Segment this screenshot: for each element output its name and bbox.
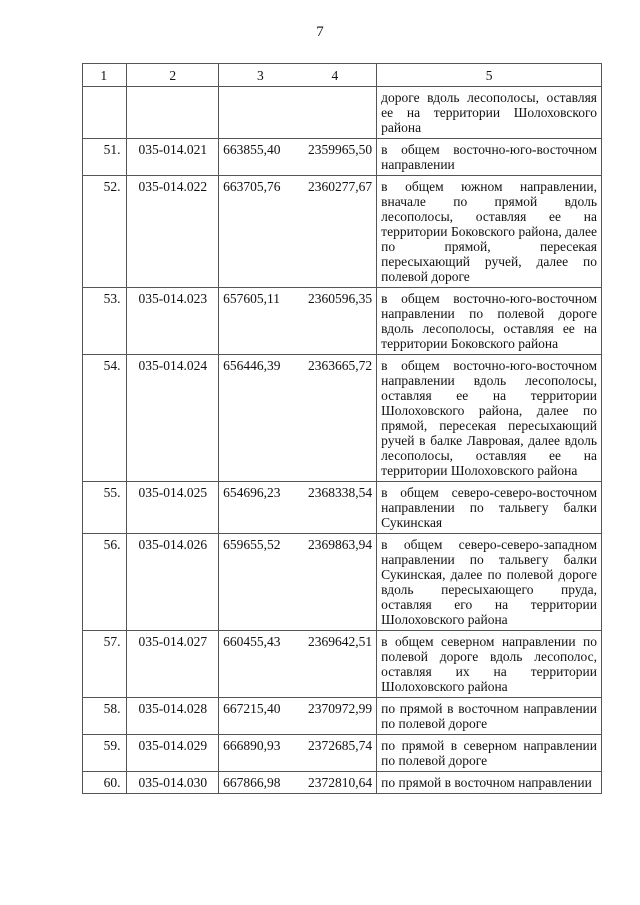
table-row [83,631,602,698]
table-row [83,482,602,534]
coordinates [219,534,377,631]
header-col-3: 3 [257,67,264,83]
row-number: 55. [83,482,127,534]
coord-y: 2372810,64 [308,775,373,790]
row-number: 58. [83,698,127,735]
coord-x: 663705,76 [223,179,281,194]
header-col-4: 4 [331,67,339,83]
continuation-description: дороге вдоль лесополосы, оставляя ее на территории Шолоховского района [377,87,602,139]
row-number: 59. [83,735,127,772]
coord-x: 663855,40 [223,142,281,157]
point-code: 035-014.027 [127,631,219,698]
coordinates [219,698,377,735]
coordinates [219,139,377,176]
coord-y: 2369642,51 [308,634,373,649]
coord-y: 2370972,99 [308,701,373,716]
point-code: 035-014.025 [127,482,219,534]
boundary-points-table [82,63,602,794]
point-code: 035-014.021 [127,139,219,176]
direction-description: в общем восточно-юго-восточном направлении вдоль лесополосы, оставляя ее на территории Шолоховского района, далее по прямой, пересекая пересыхающий ручей в балке Лавровая, далее вдоль лесополосы, оставляя ее на территории Шолоховского района [377,355,602,482]
header-col-3-4 [219,64,377,87]
coord-y: 2372685,74 [308,738,373,753]
point-code: 035-014.026 [127,534,219,631]
row-number: 57. [83,631,127,698]
coord-x: 660455,43 [223,634,281,649]
coord-x: 667215,40 [223,701,281,716]
direction-description: в общем северном направлении по полевой дороге вдоль лесополос, оставляя их на территории Шолоховского района [377,631,602,698]
direction-description: в общем восточно-юго-восточном направлении [377,139,602,176]
row-number: 52. [83,176,127,288]
point-code: 035-014.030 [127,772,219,794]
coordinates [219,772,377,794]
coord-x: 654696,23 [223,485,281,500]
coord-y: 2360277,67 [308,179,373,194]
direction-description: по прямой в северном направлении по полевой дороге [377,735,602,772]
coord-y: 2359965,50 [308,142,373,157]
point-code: 035-014.028 [127,698,219,735]
header-col-1: 1 [83,64,127,87]
direction-description: в общем северо-северо-восточном направлении по тальвегу балки Сукинская [377,482,602,534]
continuation-row [83,87,602,139]
row-number: 54. [83,355,127,482]
direction-description: в общем южном направлении, вначале по прямой вдоль лесополосы, оставляя ее на территории Боковского района, далее по прямой, пересекая пересыхающий ручей, далее по полевой дороге [377,176,602,288]
table-row [83,288,602,355]
coord-x: 656446,39 [223,358,281,373]
direction-description: по прямой в восточном направлении по полевой дороге [377,698,602,735]
table-row [83,698,602,735]
point-code: 035-014.029 [127,735,219,772]
header-col-2: 2 [127,64,219,87]
page-number: 7 [316,24,324,40]
table-row [83,139,602,176]
point-code: 035-014.022 [127,176,219,288]
coord-y: 2368338,54 [308,485,373,500]
row-number: 56. [83,534,127,631]
row-number: 51. [83,139,127,176]
coord-x: 657605,11 [223,291,280,306]
coord-x: 666890,93 [223,738,281,753]
coord-x: 659655,52 [223,537,281,552]
table-row [83,735,602,772]
table-row [83,772,602,794]
coordinates [219,355,377,482]
table-header-row [83,64,602,87]
coordinates [219,288,377,355]
point-code: 035-014.023 [127,288,219,355]
coordinates [219,735,377,772]
coord-y: 2363665,72 [308,358,373,373]
table-row [83,355,602,482]
coord-y: 2360596,35 [308,291,373,306]
coord-x: 667866,98 [223,775,281,790]
coordinates [219,631,377,698]
direction-description: в общем северо-северо-западном направлении по тальвегу балки Сукинская, далее по полевой дороге вдоль пересыхающего пруда, оставляя его на территории Шолоховского района [377,534,602,631]
coordinates [219,482,377,534]
row-number: 53. [83,288,127,355]
coord-y: 2369863,94 [308,537,373,552]
table-row [83,534,602,631]
point-code: 035-014.024 [127,355,219,482]
table-row [83,176,602,288]
direction-description: по прямой в восточном направлении [377,772,602,794]
row-number: 60. [83,772,127,794]
direction-description: в общем восточно-юго-восточном направлении по полевой дороге вдоль лесополосы, оставляя ее на территории Боковского района [377,288,602,355]
coordinates [219,176,377,288]
header-col-5: 5 [377,64,602,87]
